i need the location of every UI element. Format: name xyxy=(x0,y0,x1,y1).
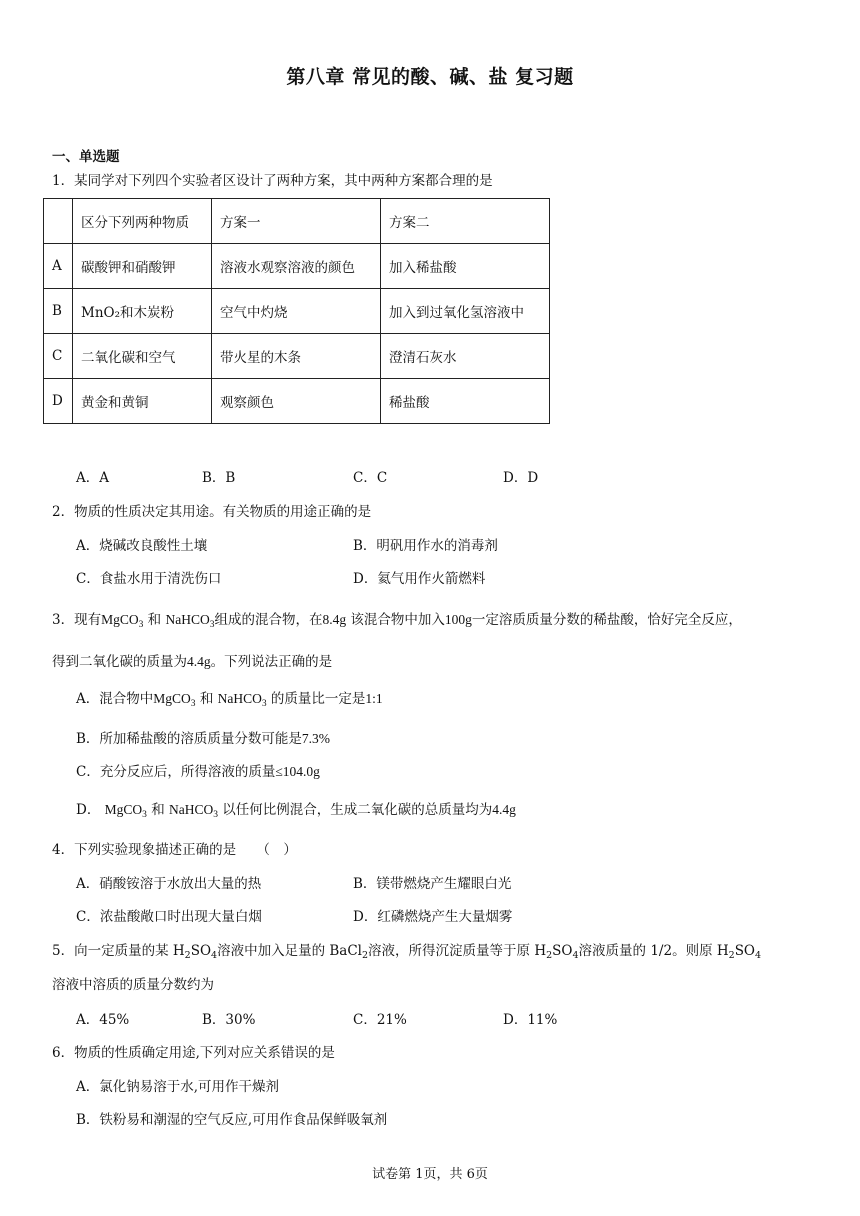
question-2-stem: 2．物质的性质决定其用途。有关物质的用途正确的是 xyxy=(52,504,372,520)
table-header-row xyxy=(44,199,550,244)
q2-option-c[interactable]: C．食盐水用于清洗伤口 xyxy=(76,571,222,587)
table-cell: A xyxy=(44,244,73,289)
q5-option-b[interactable]: B．30% xyxy=(202,1012,256,1028)
q4-option-c[interactable]: C．浓盐酸敞口时出现大量白烟 xyxy=(76,909,262,925)
text: 组成的混合物，在 xyxy=(214,612,323,628)
question-4-stem: 4．下列实验现象描述正确的是 （ ） xyxy=(52,842,297,858)
q3-option-b[interactable]: B．所加稀盐酸的溶质质量分数可能是7.3% xyxy=(76,731,331,747)
q4-option-d[interactable]: D．红磷燃烧产生大量烟雾 xyxy=(353,909,513,925)
formula-mgco3: MgCO$_3$ xyxy=(101,612,144,630)
table-cell: 带火星的木条 xyxy=(212,334,381,379)
table-cell: 区分下列两种物质 xyxy=(73,199,212,244)
mass-value: 8.4g xyxy=(322,612,347,627)
question-5-stem-line1: 5．向一定质量的某 $H_2SO_4$溶液中加入足量的 BaCl$_2$溶液，所得沉淀质量等于原 $H_2SO_4$溶液质量的 1/2。则原 $H_2SO_4$ xyxy=(52,943,762,961)
table-cell: 溶液水观察溶液的颜色 xyxy=(212,244,381,289)
q3-option-c[interactable]: C．充分反应后，所得溶液的质量≤104.0g xyxy=(76,764,320,780)
table-row xyxy=(44,289,550,334)
table-cell: 黄金和黄铜 xyxy=(73,379,212,424)
text: 和 xyxy=(147,612,162,628)
mass-value: 4.4g xyxy=(187,654,211,669)
q1-option-c[interactable]: C．C xyxy=(353,470,388,486)
section-heading: 一、单选题 xyxy=(52,149,120,165)
table-row xyxy=(44,334,550,379)
question-6-stem: 6．物质的性质确定用途,下列对应关系错误的是 xyxy=(52,1045,335,1061)
q1-option-b[interactable]: B．B xyxy=(202,470,236,486)
mass-value: 100g xyxy=(444,612,472,627)
question-1-table xyxy=(43,198,550,424)
table-cell: D xyxy=(44,379,73,424)
table-cell: 澄清石灰水 xyxy=(381,334,550,379)
table-cell: 二氧化碳和空气 xyxy=(73,334,212,379)
table-row xyxy=(44,379,550,424)
question-3-stem-line2: 得到二氧化碳的质量为4.4g。下列说法正确的是 xyxy=(52,654,333,670)
text: 该混合物中加入 xyxy=(350,612,445,628)
table-cell: 加入稀盐酸 xyxy=(381,244,550,289)
table-cell: 碳酸钾和硝酸钾 xyxy=(73,244,212,289)
table-cell: MnO₂和木炭粉 xyxy=(73,289,212,334)
question-5-stem-line2: 溶液中溶质的质量分数约为 xyxy=(52,977,214,993)
table-cell: 方案二 xyxy=(381,199,550,244)
text: 3．现有 xyxy=(52,612,102,628)
q3-option-d[interactable]: D． MgCO$_3$ 和 NaHCO$_3$ 以任何比例混合，生成二氧化碳的总质量均为4.4g xyxy=(76,802,516,820)
question-3-stem-line1 xyxy=(52,613,742,628)
q2-option-d[interactable]: D．氦气用作火箭燃料 xyxy=(353,571,486,587)
table-row xyxy=(44,244,550,289)
q5-option-d[interactable]: D．11% xyxy=(503,1012,558,1028)
q6-option-b[interactable]: B．铁粉易和潮湿的空气反应,可用作食品保鲜吸氧剂 xyxy=(76,1112,388,1128)
table-cell: 空气中灼烧 xyxy=(212,289,381,334)
table-cell: 方案一 xyxy=(212,199,381,244)
q2-option-a[interactable]: A．烧碱改良酸性土壤 xyxy=(76,538,208,554)
table-cell: 观察颜色 xyxy=(212,379,381,424)
q2-option-b[interactable]: B．明矾用作水的消毒剂 xyxy=(353,538,498,554)
question-1-stem: 1．某同学对下列四个实验者区设计了两种方案，其中两种方案都合理的是 xyxy=(52,173,493,189)
q6-option-a[interactable]: A．氯化钠易溶于水,可用作干燥剂 xyxy=(76,1079,280,1095)
table-cell: 加入到过氧化氢溶液中 xyxy=(381,289,550,334)
q4-option-b[interactable]: B．镁带燃烧产生耀眼白光 xyxy=(353,876,512,892)
q1-option-a[interactable]: A．A xyxy=(76,470,109,486)
table-cell xyxy=(44,199,73,244)
q3-option-a[interactable]: A．混合物中MgCO$_3$ 和 NaHCO$_3$ 的质量比一定是1:1 xyxy=(76,691,383,709)
page-title: 第八章 常见的酸、碱、盐 复习题 xyxy=(286,66,574,88)
q5-option-a[interactable]: A．45% xyxy=(76,1012,130,1028)
table-cell: C xyxy=(44,334,73,379)
text: 一定溶质质量分数的稀盐酸，恰好完全反应， xyxy=(471,612,742,628)
q1-option-d[interactable]: D．D xyxy=(503,470,539,486)
page-footer: 试卷第 1页，共 6页 xyxy=(372,1167,488,1182)
q5-option-c[interactable]: C．21% xyxy=(353,1012,407,1028)
q4-option-a[interactable]: A．硝酸铵溶于水放出大量的热 xyxy=(76,876,262,892)
table-cell: 稀盐酸 xyxy=(381,379,550,424)
formula-nahco3: NaHCO$_3$ xyxy=(165,612,215,630)
table-cell: B xyxy=(44,289,73,334)
